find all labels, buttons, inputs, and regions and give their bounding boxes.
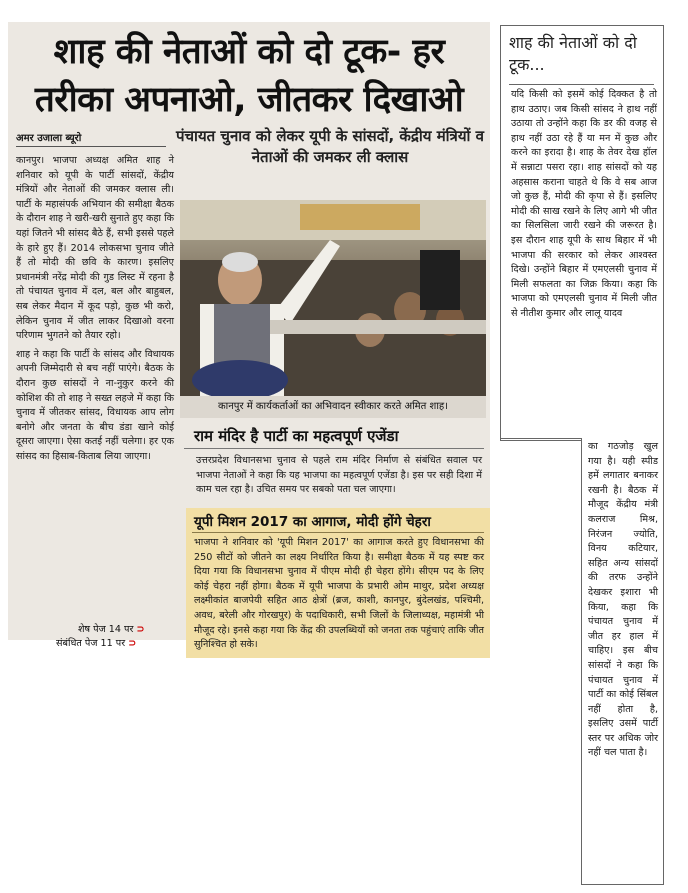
continued-on-page-link[interactable] bbox=[78, 622, 144, 635]
photo-caption: कानपुर में कार्यकर्ताओं का अभिवादन स्वीकार करते अमित शाह। bbox=[180, 396, 486, 418]
main-article bbox=[8, 22, 490, 651]
section-divider bbox=[192, 532, 484, 533]
paragraph: शाह ने कहा कि पार्टी के सांसद और विधायक अपनी जिम्मेदारी से बच नहीं पाएंगे। बैठक के दौरान कुछ सांसदों ने ना-नुकुर करने की कोशिश की तो शाह ने सख्त लहजे में कहा कि चुनाव में जीतकर सांसद, विधायक आप लोग बनोगे और जनता के बीच डंडा खाने कोई दूसरा जाएगा। ऐसा कतई नहीं चलेगा। हर एक सांसद का हिसाब-किताब लिया जाएगा। bbox=[16, 348, 174, 462]
jump-label: शेष पेज 14 पर bbox=[78, 624, 134, 635]
paragraph: भाजपा ने शनिवार को 'यूपी मिशन 2017' का आगाज करते हुए विधानसभा की 250 सीटों को जीतने का लक्ष्य निर्धारित किया है। समीक्षा बैठक में यह स्पष्ट कर दिया गया कि विधानसभा चुनाव में पीएम मोदी ही चेहरा होंगे। सीएम पद के लिए कोई चेहरा नहीं होगा। बैठक में यूपी भाजपा के प्रभारी ओम माथुर, प्रदेश अध्यक्ष लक्ष्मीकांत बाजपेयी सहित आठ क्षेत्रों (ब्रज, काशी, कानपुर, बुंदेलखंड, पश्चिमी, अवध, बरेली और गोरखपुर) के पदाधिकारी, सभी जिलों के जिलाध्यक्ष, महामंत्री भी मौजूद रहे। इनसे कहा गया कि केंद्र की उपलब्धियों को जनता तक पहुंचाएं ताकि जीत सुनिश्चित हो सके। bbox=[194, 537, 484, 651]
continuation-text-bottom bbox=[588, 440, 658, 880]
ram-mandir-heading: राम मंदिर है पार्टी का महत्वपूर्ण एजेंडा bbox=[194, 427, 399, 445]
paragraph: यदि किसी को इसमें कोई दिक्कत है तो हाथ उठाए। जब किसी सांसद ने हाथ नहीं उठाया तो उन्होंने कहा कि डर की वजह से हाथ नहीं उठा रहे हैं या मन में कुछ और करने का इरादा है। शाह के तेवर देख हॉल में सन्नाटा पसरा रहा। शाह सांसदों को यह अहसास कराना चाहते थे कि वे सब आज जो कुछ हैं, मोदी की कृपा से हैं। इसलिए मोदी की साख रखने के लिए आगे भी जीत का सिलसिला जारी रखने की जरूरत है। इस दौरान शाह यूपी के साथ बिहार में भी भाजपा की सरकार को लेकर आश्वस्त दिखे। उन्होंने बिहार में एमएलसी चुनाव में मिली सफलता का जिक्र किया। कहा कि भाजपा को एमएलसी चुनाव में मिली जीत से नीतीश कुमार और लालू यादव bbox=[511, 89, 657, 319]
column-border bbox=[500, 438, 582, 439]
article-column-1 bbox=[16, 154, 174, 624]
continuation-column bbox=[500, 25, 664, 441]
ram-mandir-text bbox=[196, 454, 482, 502]
byline-divider bbox=[16, 146, 166, 147]
news-photo bbox=[180, 200, 486, 396]
headline: शाह की नेताओं को दो टूक- हर तरीका अपनाओ, जीतकर दिखाओ bbox=[34, 32, 464, 120]
subheadline: पंचायत चुनाव को लेकर यूपी के सांसदों, केंद्रीय मंत्रियों व नेताओं की जमकर ली क्लास bbox=[176, 127, 484, 166]
paragraph: उत्तरप्रदेश विधानसभा चुनाव से पहले राम मंदिर निर्माण से संबंधित सवाल पर भाजपा नेताओं ने कहा कि यह भाजपा का महत्वपूर्ण एजेंडा है। इस पर सही दिशा में काम चल रहा है। उचित समय पर सबको पता चल जाएगा। bbox=[196, 455, 482, 496]
jump-label: संबंधित पेज 11 पर bbox=[56, 638, 126, 649]
related-page-link[interactable] bbox=[56, 636, 136, 649]
arrow-icon: ⊃ bbox=[136, 624, 145, 635]
section-divider bbox=[509, 84, 654, 85]
arrow-icon: ⊃ bbox=[128, 638, 137, 649]
continuation-heading: शाह की नेताओं को दो टूक... bbox=[509, 33, 637, 74]
mission-2017-text bbox=[194, 536, 484, 652]
crowd-photo-illustration bbox=[180, 200, 486, 396]
mission-2017-heading: यूपी मिशन 2017 का आगाज, मोदी होंगे चेहरा bbox=[194, 514, 431, 530]
paragraph: का गठजोड़ खुल गया है। यही स्पीड हमें लगातार बनाकर रखनी है। बैठक में मौजूद केंद्रीय मंत्री कलराज मिश्र, निरंजन ज्योति, विनय कटियार, सहित अन्य सांसदों की तरफ उन्होंने देखकर इशारा भी किया, कहा कि पंचायत चुनाव में जीत हर हाल में चाहिए। इस बीच सांसदों ने कहा कि पंचायत चुनाव में पार्टी का कोई सिंबल नहीं होता है, इसलिए उसमें पार्टी स्तर पर अधिक जोर नहीं चल पाता है। bbox=[588, 441, 658, 759]
continuation-text-top bbox=[511, 88, 657, 438]
continuation-column-lower bbox=[581, 438, 664, 885]
section-divider bbox=[184, 448, 484, 449]
paragraph: कानपुर। भाजपा अध्यक्ष अमित शाह ने शनिवार को यूपी के पार्टी सांसदों, केंद्रीय मंत्रियों और नेताओं की जमकर क्लास ली। पार्टी के महासंपर्क अभियान की समीक्षा बैठक के दौरान शाह ने खरी-खरी सुनाते हुए कहा कि यहां जितने भी सांसद बैठे हैं, सभी इससे पहले के हारे हुए हैं। 2014 लोकसभा चुनाव जीते हैं तो मोदी की छवि के कारण। इसलिए प्रधानमंत्री नरेंद्र मोदी की गुड लिस्ट में रहना है तो पंचायत चुनाव में दल, बल और बाहुबल, सब लेकर मैदान में कूद पड़ो, कुछ भी करो, लेकिन चुनाव में जीत लाकर दिखाओ वरना परिणाम भुगतने को तैयार रहो। bbox=[16, 155, 174, 342]
byline: अमर उजाला ब्यूरो bbox=[16, 133, 82, 144]
mission-2017-box bbox=[186, 508, 490, 658]
